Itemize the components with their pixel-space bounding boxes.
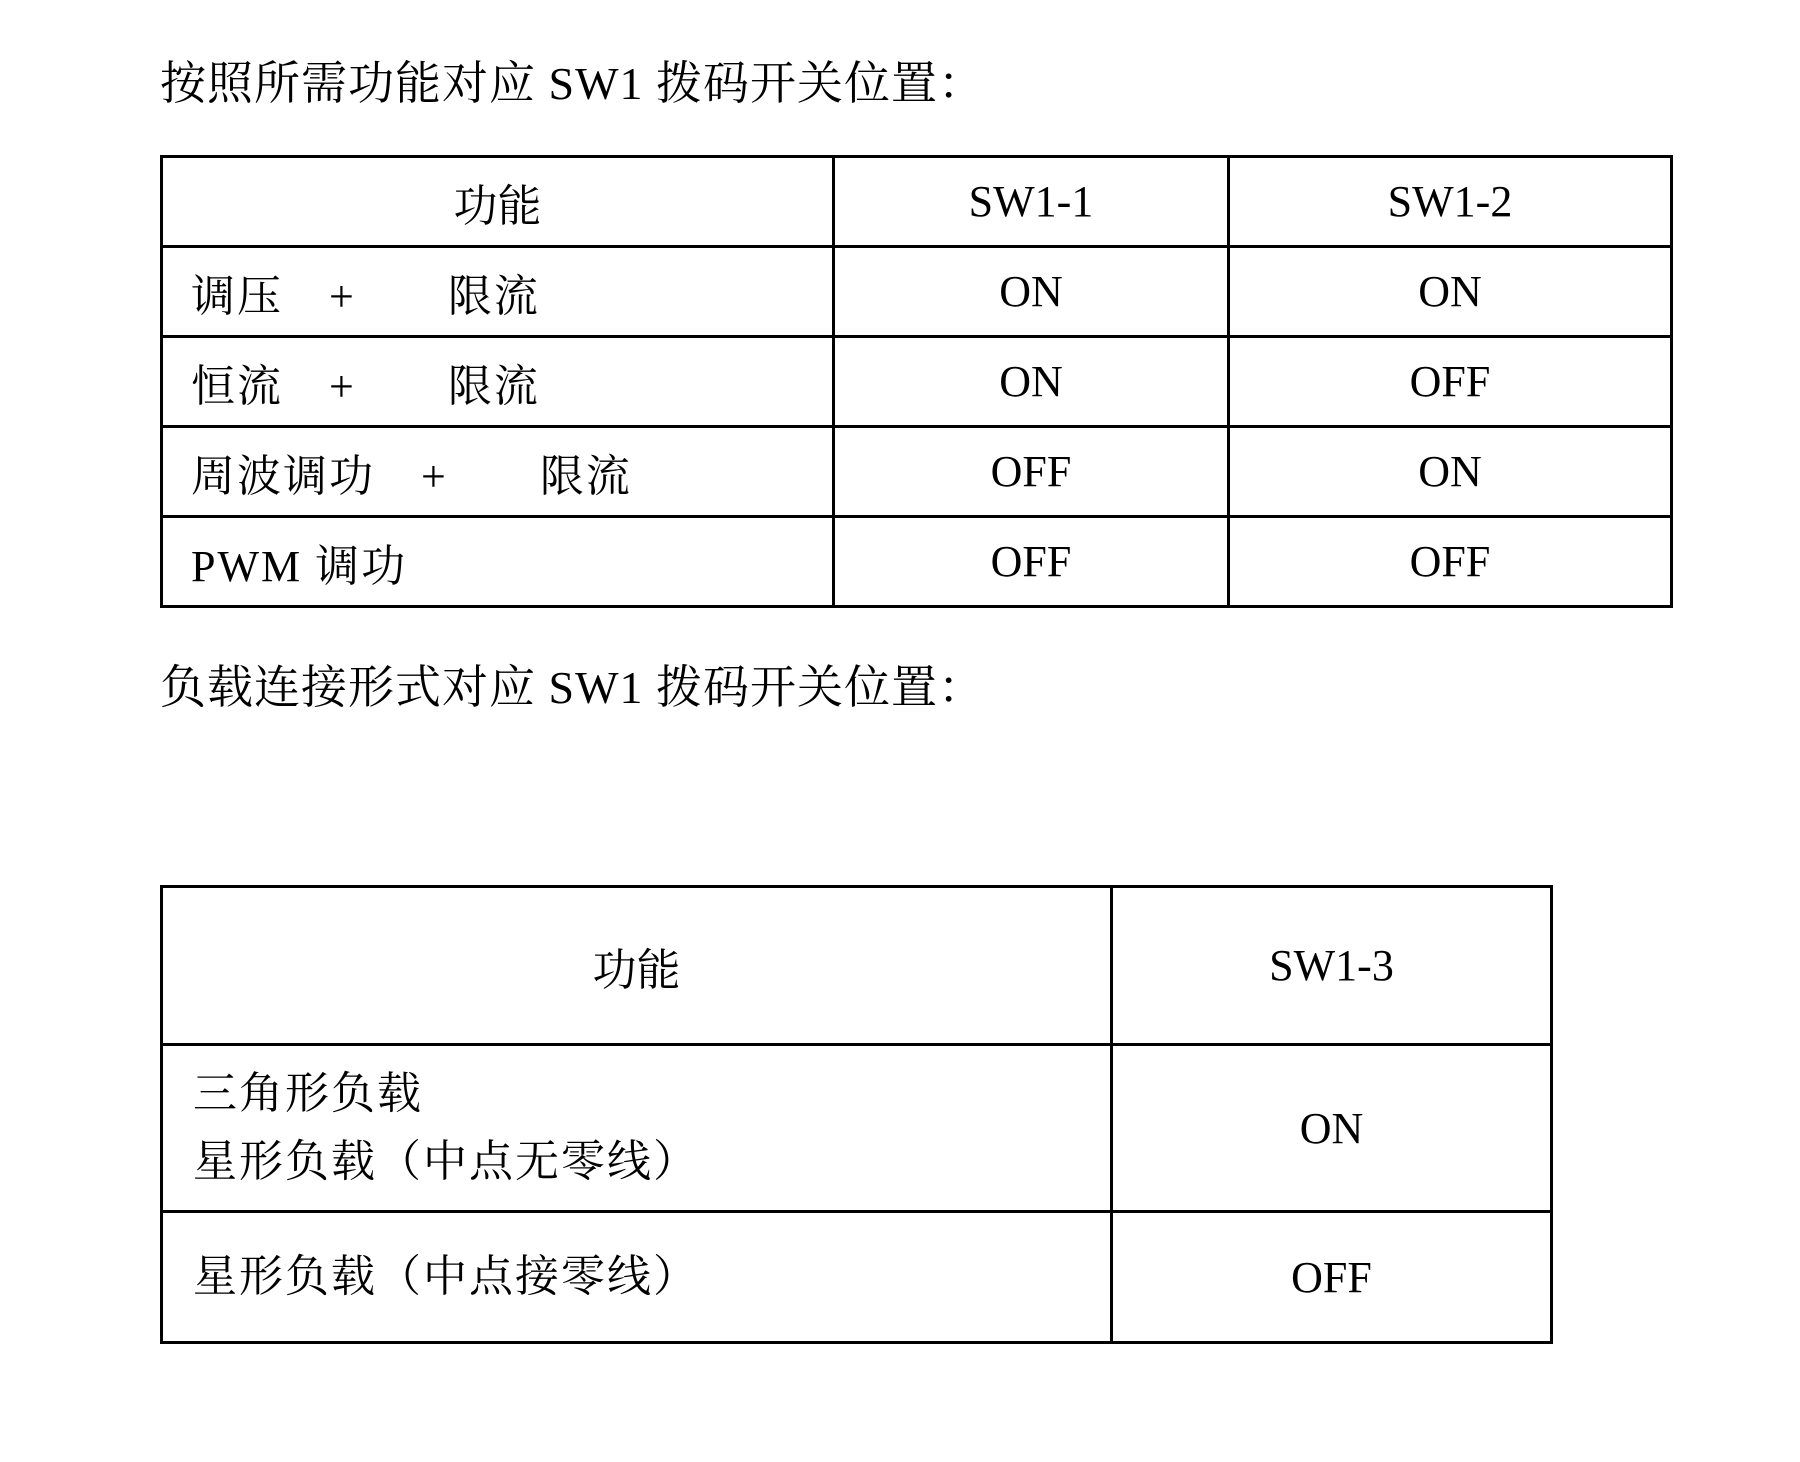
cell-function: 调压 + 限流: [162, 247, 834, 337]
cell-sw1-3: OFF: [1112, 1212, 1552, 1343]
table-row: [162, 1045, 1552, 1212]
page-title-function-table: 按照所需功能对应 SW1 拨码开关位置：: [160, 58, 985, 109]
cell-load-type: [162, 1045, 1112, 1212]
cell-sw1-1: ON: [834, 337, 1229, 427]
table-row: [162, 517, 1672, 607]
cell-load-type: [162, 1212, 1112, 1343]
column-header-sw1-1: SW1-1: [834, 157, 1229, 247]
page-title-load-table: 负载连接形式对应 SW1 拨码开关位置：: [160, 662, 985, 713]
function-switch-table: [160, 155, 1673, 608]
load-connection-table: [160, 885, 1553, 1344]
column-header-function: 功能: [162, 887, 1112, 1045]
column-header-sw1-2: SW1-2: [1229, 157, 1672, 247]
cell-sw1-2: OFF: [1229, 337, 1672, 427]
column-header-function: 功能: [162, 157, 834, 247]
load-type-line-2: 星形负载（中点无零线）: [193, 1137, 699, 1187]
cell-function: 恒流 + 限流: [162, 337, 834, 427]
cell-sw1-2: OFF: [1229, 517, 1672, 607]
table-row: [162, 427, 1672, 517]
table-row: [162, 247, 1672, 337]
table-row: [162, 1212, 1552, 1343]
load-type-line-1: 三角形负载: [193, 1069, 423, 1118]
table-header-row: [162, 157, 1672, 247]
cell-sw1-1: ON: [834, 247, 1229, 337]
cell-sw1-1: OFF: [834, 517, 1229, 607]
column-header-sw1-3: SW1-3: [1112, 887, 1552, 1045]
load-type-line-1: 星形负载（中点接零线）: [193, 1252, 699, 1302]
cell-sw1-1: OFF: [834, 427, 1229, 517]
cell-function: 周波调功 + 限流: [162, 427, 834, 517]
cell-sw1-3: ON: [1112, 1045, 1552, 1212]
table-header-row: [162, 887, 1552, 1045]
table-row: [162, 337, 1672, 427]
cell-sw1-2: ON: [1229, 247, 1672, 337]
cell-function: PWM 调功: [162, 517, 834, 607]
cell-sw1-2: ON: [1229, 427, 1672, 517]
